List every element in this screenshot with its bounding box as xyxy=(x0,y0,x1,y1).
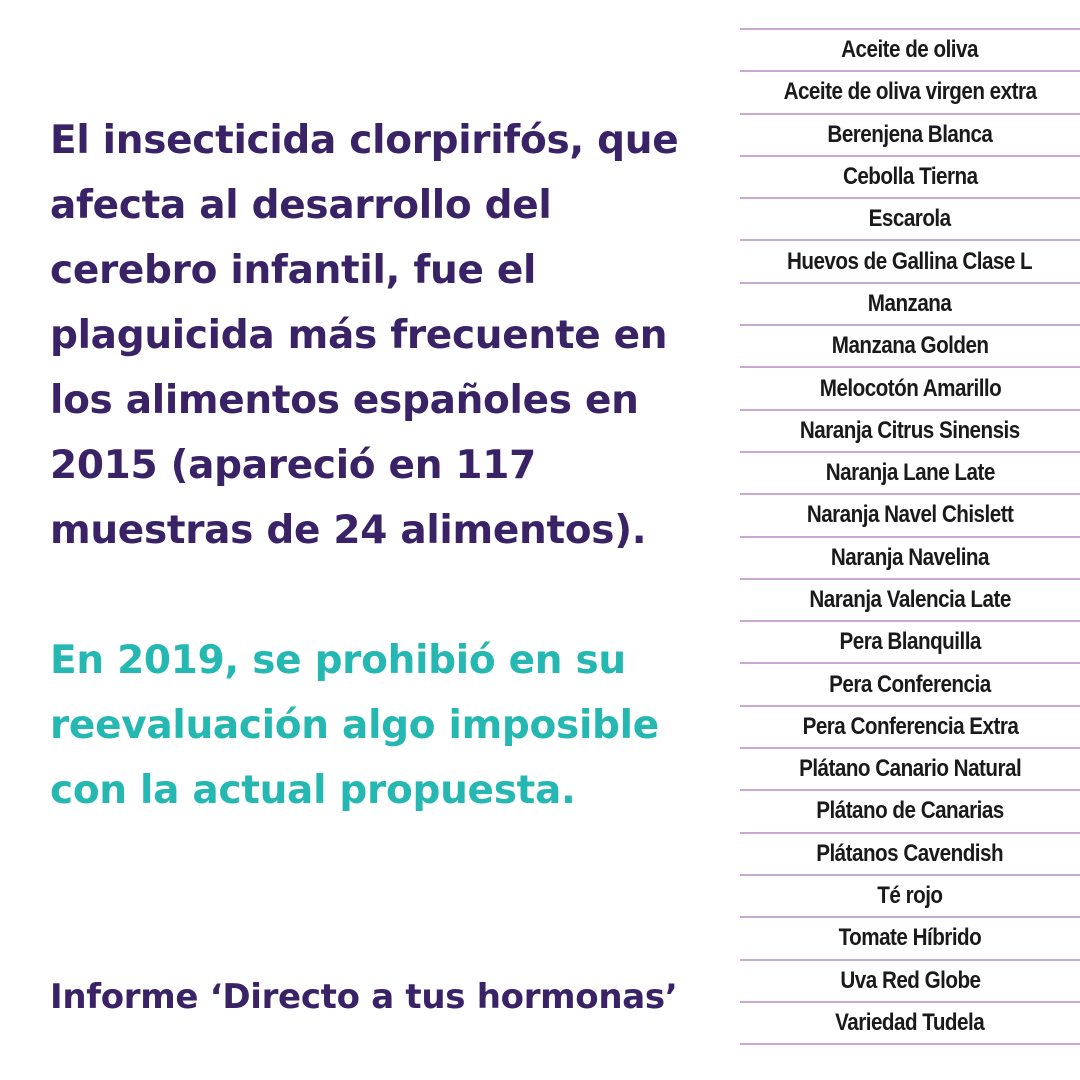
food-row xyxy=(740,411,1080,453)
food-name: Melocotón Amarillo xyxy=(819,374,1001,402)
food-name: Cebolla Tierna xyxy=(842,163,978,191)
food-row xyxy=(740,326,1080,368)
food-list xyxy=(740,28,1080,1045)
food-name: Plátanos Cavendish xyxy=(816,839,1004,867)
food-name: Naranja Valencia Late xyxy=(809,586,1011,613)
food-row xyxy=(740,157,1080,199)
food-row xyxy=(740,115,1080,157)
food-row xyxy=(740,199,1080,241)
food-row xyxy=(740,749,1080,791)
food-row xyxy=(740,707,1080,749)
food-row xyxy=(740,30,1080,72)
food-row xyxy=(740,241,1080,283)
food-name: Tomate Híbrido xyxy=(838,924,982,952)
food-name: Manzana xyxy=(868,289,952,317)
food-row xyxy=(740,876,1080,918)
food-name: Huevos de Gallina Clase L xyxy=(787,247,1033,275)
food-name: Naranja Navel Chislett xyxy=(806,501,1014,529)
food-name: Uva Red Globe xyxy=(839,966,981,994)
food-name: Aceite de oliva xyxy=(841,36,979,64)
food-row xyxy=(740,538,1080,580)
food-name: Naranja Lane Late xyxy=(825,459,995,487)
food-name: Naranja Citrus Sinensis xyxy=(800,416,1020,444)
main-text xyxy=(50,108,730,823)
food-name: Variedad Tudela xyxy=(835,1008,985,1036)
food-row xyxy=(740,664,1080,706)
chlorpyrifos-paragraph: El insecticida clorpirifós, que afecta al desarrollo del cerebro infantil, fue el plaguicida más frecuente en los alimentos españoles en 2015 (apareció en 117 muestras de 24 alimentos). xyxy=(50,118,679,553)
food-name: Té rojo xyxy=(877,882,943,910)
food-row xyxy=(740,495,1080,537)
food-row xyxy=(740,834,1080,876)
food-name: Manzana Golden xyxy=(831,332,989,360)
food-name: Pera Conferencia Extra xyxy=(802,712,1018,740)
food-name: Escarola xyxy=(869,205,951,233)
food-row xyxy=(740,284,1080,326)
food-row xyxy=(740,961,1080,1003)
food-row xyxy=(740,918,1080,960)
source-caption: Informe ‘Directo a tus hormonas’ xyxy=(50,977,678,1017)
food-row xyxy=(740,453,1080,495)
ban-paragraph: En 2019, se prohibió en su reevaluación algo imposible con la actual propuesta. xyxy=(50,638,659,813)
food-row xyxy=(740,72,1080,114)
food-name: Berenjena Blanca xyxy=(827,120,993,148)
food-row xyxy=(740,368,1080,410)
food-name: Naranja Navelina xyxy=(830,543,990,571)
food-name: Pera Conferencia xyxy=(829,670,991,698)
food-name: Plátano Canario Natural xyxy=(798,755,1022,783)
food-row xyxy=(740,580,1080,622)
food-name: Pera Blanquilla xyxy=(839,628,981,656)
food-name: Aceite de oliva virgen extra xyxy=(783,78,1037,106)
food-row xyxy=(740,622,1080,664)
food-row xyxy=(740,1003,1080,1045)
food-name: Plátano de Canarias xyxy=(816,797,1004,825)
food-row xyxy=(740,791,1080,833)
